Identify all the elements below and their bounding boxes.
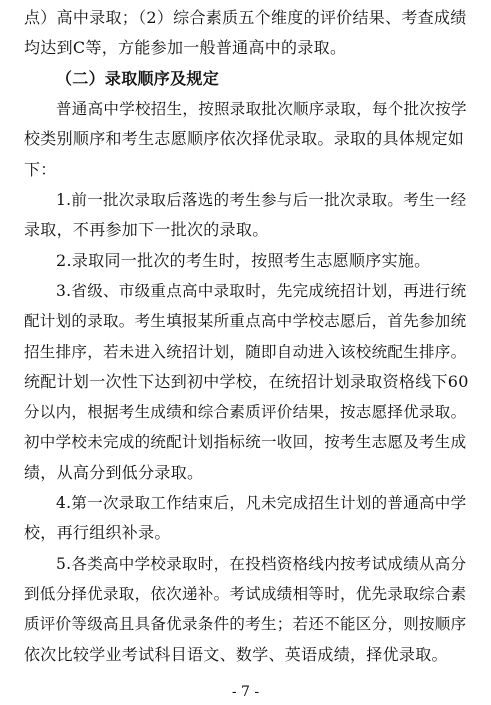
section-heading: （二）录取顺序及规定 xyxy=(56,68,220,88)
text-line-20: 到低分择优录取，依次递补。考试成绩相等时，优先录取综合素 xyxy=(24,585,467,604)
text-line-17: 4.第一次录取工作结束后，凡未完成招生计划的普通高中学 xyxy=(56,494,467,513)
text-line-12: 招生排序，若未进入统招计划，随即自动进入该校统配生排序。 xyxy=(24,342,467,361)
text-line-13: 统配计划一次性下达到初中学校，在统招计划录取资格线下60 xyxy=(24,371,469,391)
text-line-16: 绩，从高分到低分录取。 xyxy=(24,462,204,482)
text-line-5: 校类别顺序和考生志愿顺序依次择优录取。录取的具体规定如 xyxy=(24,129,465,149)
text-line-19: 5.各类高中学校录取时，在投档资格线内按考试成绩从高分 xyxy=(56,554,467,573)
text-line-21: 质评价等级高且具备优录条件的考生；若还不能区分，则按顺序 xyxy=(24,615,467,634)
text-line-11: 配计划的录取。考生填报某所重点高中学校志愿后，首先参加统 xyxy=(24,312,467,331)
text-line-9: 2.录取同一批次的考生时，按照考生志愿顺序实施。 xyxy=(56,250,431,270)
page-number: - 7 - xyxy=(231,684,260,700)
text-line-2: 均达到C等，方能参加一般普通高中的录取。 xyxy=(24,38,347,58)
text-line-15: 初中学校未完成的统配计划指标统一收回，按考生志愿及考生成 xyxy=(24,433,467,452)
text-line-22: 依次比较学业考试科目语文、数学、英语成绩，择优录取。 xyxy=(24,644,448,664)
text-line-18: 校，再行组织补录。 xyxy=(24,523,171,543)
text-line-4: 普通高中学校招生，按照录取批次顺序录取，每个批次按学 xyxy=(56,99,467,118)
text-line-6: 下： xyxy=(24,159,57,179)
text-line-10: 3.省级、市级重点高中录取时，先完成统招计划，再进行统 xyxy=(56,281,467,300)
text-line-8: 录取，不再参加下一批次的录取。 xyxy=(24,220,269,240)
text-line-1: 点）高中录取；（2）综合素质五个维度的评价结果、考查成绩 xyxy=(24,8,467,27)
text-line-7: 1.前一批次录取后落选的考生参与后一批次录取。考生一经 xyxy=(56,190,467,209)
text-line-14: 分以内，根据考生成绩和综合素质评价结果，按志愿择优录取。 xyxy=(24,403,467,422)
